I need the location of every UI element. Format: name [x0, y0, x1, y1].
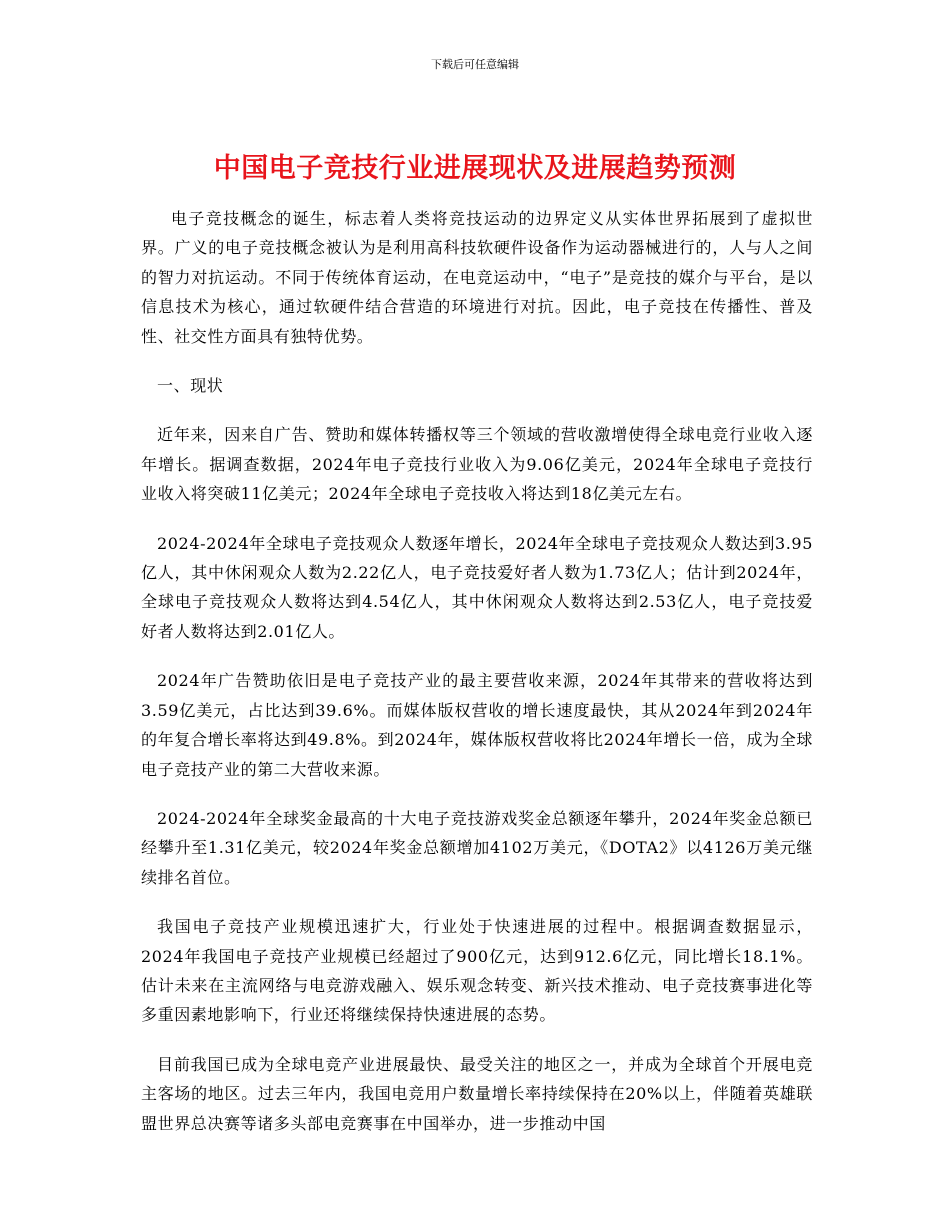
section-heading-status: 一、现状	[157, 376, 224, 396]
document-title: 中国电子竞技行业进展现状及进展趋势预测	[213, 153, 737, 184]
body-paragraph-2: 2024-2024年全球电子竞技观众人数逐年增长，2024年全球电子竞技观众人数达到3.95亿人，其中休闲观众人数为2.22亿人，电子竞技爱好者人数为1.73亿人；估计到2024年，全球电子竞技观众人数将达到4.54亿人，其中休闲观众人数将达到2.53亿人，电子竞技爱好者人数将达到2.01亿人。	[141, 533, 813, 641]
body-paragraph-6: 目前我国已成为全球电竞产业进展最快、最受关注的地区之一，并成为全球首个开展电竞主客场的地区。过去三年内，我国电竞用户数量增长率持续保持在20%以上，伴随着英雄联盟世界总决赛等诸多头部电竞赛事在中国举办，进一步推动中国	[141, 1054, 813, 1133]
document-body	[141, 204, 813, 1158]
intro-paragraph: 电子竞技概念的诞生，标志着人类将竞技运动的边界定义从实体世界拓展到了虚拟世界。广义的电子竞技概念被认为是利用高科技软硬件设备作为运动器械进行的，人与人之间的智力对抗运动。不同于传统体育运动，在电竞运动中，“电子”是竞技的媒介与平台，是以信息技术为核心，通过软硬件结合营造的环境进行对抗。因此，电子竞技在传播性、普及性、社交性方面具有独特优势。	[141, 209, 813, 346]
body-paragraph-1: 近年来，因来自广告、赞助和媒体转播权等三个领域的营收激增使得全球电竞行业收入逐年增长。据调查数据，2024年电子竞技行业收入为9.06亿美元，2024年全球电子竞技行业收入将突破11亿美元；2024年全球电子竞技收入将达到18亿美元左右。	[141, 425, 813, 504]
body-paragraph-3: 2024年广告赞助依旧是电子竞技产业的最主要营收来源，2024年其带来的营收将达到3.59亿美元，占比达到39.6%。而媒体版权营收的增长速度最快，其从2024年到2024年的年复合增长率将达到49.8%。到2024年，媒体版权营收将比2024年增长一倍，成为全球电子竞技产业的第二大营收来源。	[141, 671, 813, 779]
page-header-note: 下载后可任意编辑	[431, 58, 519, 71]
body-paragraph-4: 2024-2024年全球奖金最高的十大电子竞技游戏奖金总额逐年攀升，2024年奖金总额已经攀升至1.31亿美元，较2024年奖金总额增加4102万美元，《DOTA2》以4126万美元继续排名首位。	[141, 808, 813, 887]
body-paragraph-5: 我国电子竞技产业规模迅速扩大，行业处于快速进展的过程中。根据调查数据显示，2024年我国电子竞技产业规模已经超过了900亿元，达到912.6亿元，同比增长18.1%。估计未来在主流网络与电竞游戏融入、娱乐观念转变、新兴技术推动、电子竞技赛事进化等多重因素地影响下，行业还将继续保持快速进展的态势。	[141, 917, 813, 1025]
